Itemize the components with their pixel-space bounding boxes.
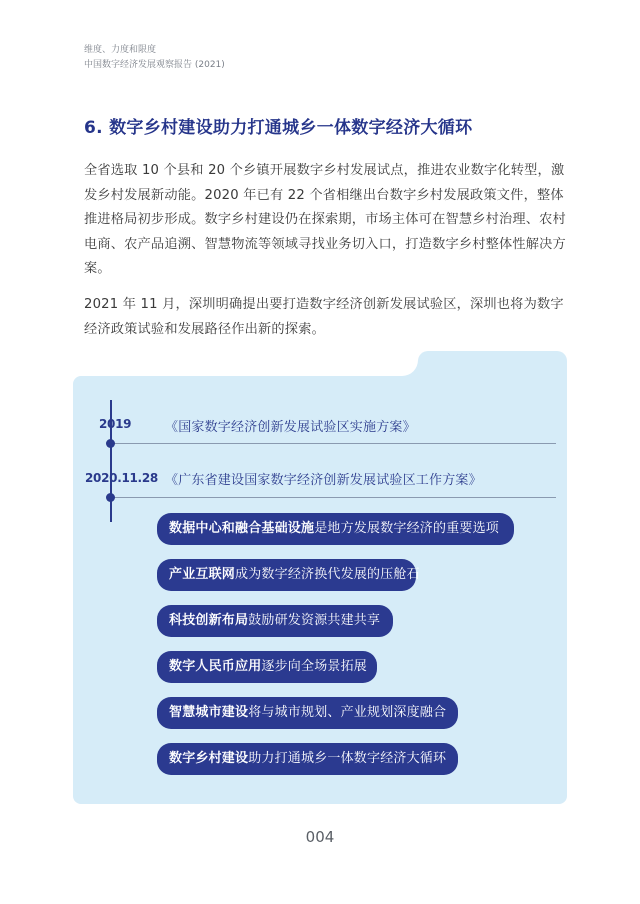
page-number: 004 bbox=[305, 828, 335, 846]
timeline-date-1: 2019 bbox=[99, 417, 132, 431]
focus-item-text: 成为数字经济换代发展的压舱石 bbox=[235, 567, 420, 582]
panel-tab-notch bbox=[402, 360, 418, 376]
focus-item bbox=[157, 697, 458, 729]
focus-item-text: 是地方发展数字经济的重要选项 bbox=[314, 521, 500, 536]
header-line-1: 维度、力度和限度 bbox=[84, 45, 157, 55]
focus-item bbox=[157, 559, 420, 591]
focus-item-keyword: 科技创新布局 bbox=[169, 613, 249, 628]
focus-item-text: 逐步向全场景拓展 bbox=[261, 659, 368, 674]
focus-item-keyword: 数字人民币应用 bbox=[169, 659, 262, 674]
focus-item bbox=[157, 743, 458, 775]
focus-item-keyword: 智慧城市建设 bbox=[169, 705, 249, 720]
focus-item bbox=[157, 605, 393, 637]
timeline-dot-1 bbox=[106, 439, 115, 448]
timeline-rule-2 bbox=[110, 497, 556, 498]
section-title: 6. 数字乡村建设助力打通城乡一体数字经济大循环 bbox=[84, 118, 473, 138]
timeline-date-2: 2020.11.28 bbox=[85, 471, 158, 485]
focus-item bbox=[157, 651, 377, 683]
paragraph-2: 2021 年 11 月，深圳明确提出要打造数字经济创新发展试验区，深圳也将为数字经济政策试验和发展路径作出新的探索。 bbox=[84, 297, 564, 337]
timeline-document-1: 《国家数字经济创新发展试验区实施方案》 bbox=[165, 420, 416, 435]
focus-item-keyword: 数据中心和融合基础设施 bbox=[169, 521, 315, 536]
paragraph-1: 全省选取 10 个县和 20 个乡镇开展数字乡村发展试点，推进农业数字化转型，激发乡村发展新动能。2020 年已有 22 个省相继出台数字乡村发展政策文件，整体推进格局初步形成。数字乡村建设仍在探索期，市场主体可在智慧乡村治理、农村电商、农产品追溯、智慧物流等领域寻找业务切入口，打造数字乡村整体性解决方案。 bbox=[84, 163, 566, 276]
focus-item-text: 助力打通城乡一体数字经济大循环 bbox=[248, 751, 447, 766]
focus-item-text: 将与城市规划、产业规划深度融合 bbox=[248, 705, 447, 720]
running-header bbox=[84, 43, 225, 73]
focus-item-keyword: 数字乡村建设 bbox=[169, 751, 249, 766]
timeline-document-2: 《广东省建设国家数字经济创新发展试验区工作方案》 bbox=[165, 473, 482, 488]
timeline-dot-2 bbox=[106, 493, 115, 502]
focus-item-keyword: 产业互联网 bbox=[169, 567, 236, 582]
focus-item bbox=[157, 513, 514, 545]
timeline-rule-1 bbox=[110, 443, 556, 444]
focus-item-text: 鼓励研发资源共建共享 bbox=[248, 613, 381, 628]
header-line-2: 中国数字经济发展观察报告 (2021) bbox=[84, 60, 225, 70]
